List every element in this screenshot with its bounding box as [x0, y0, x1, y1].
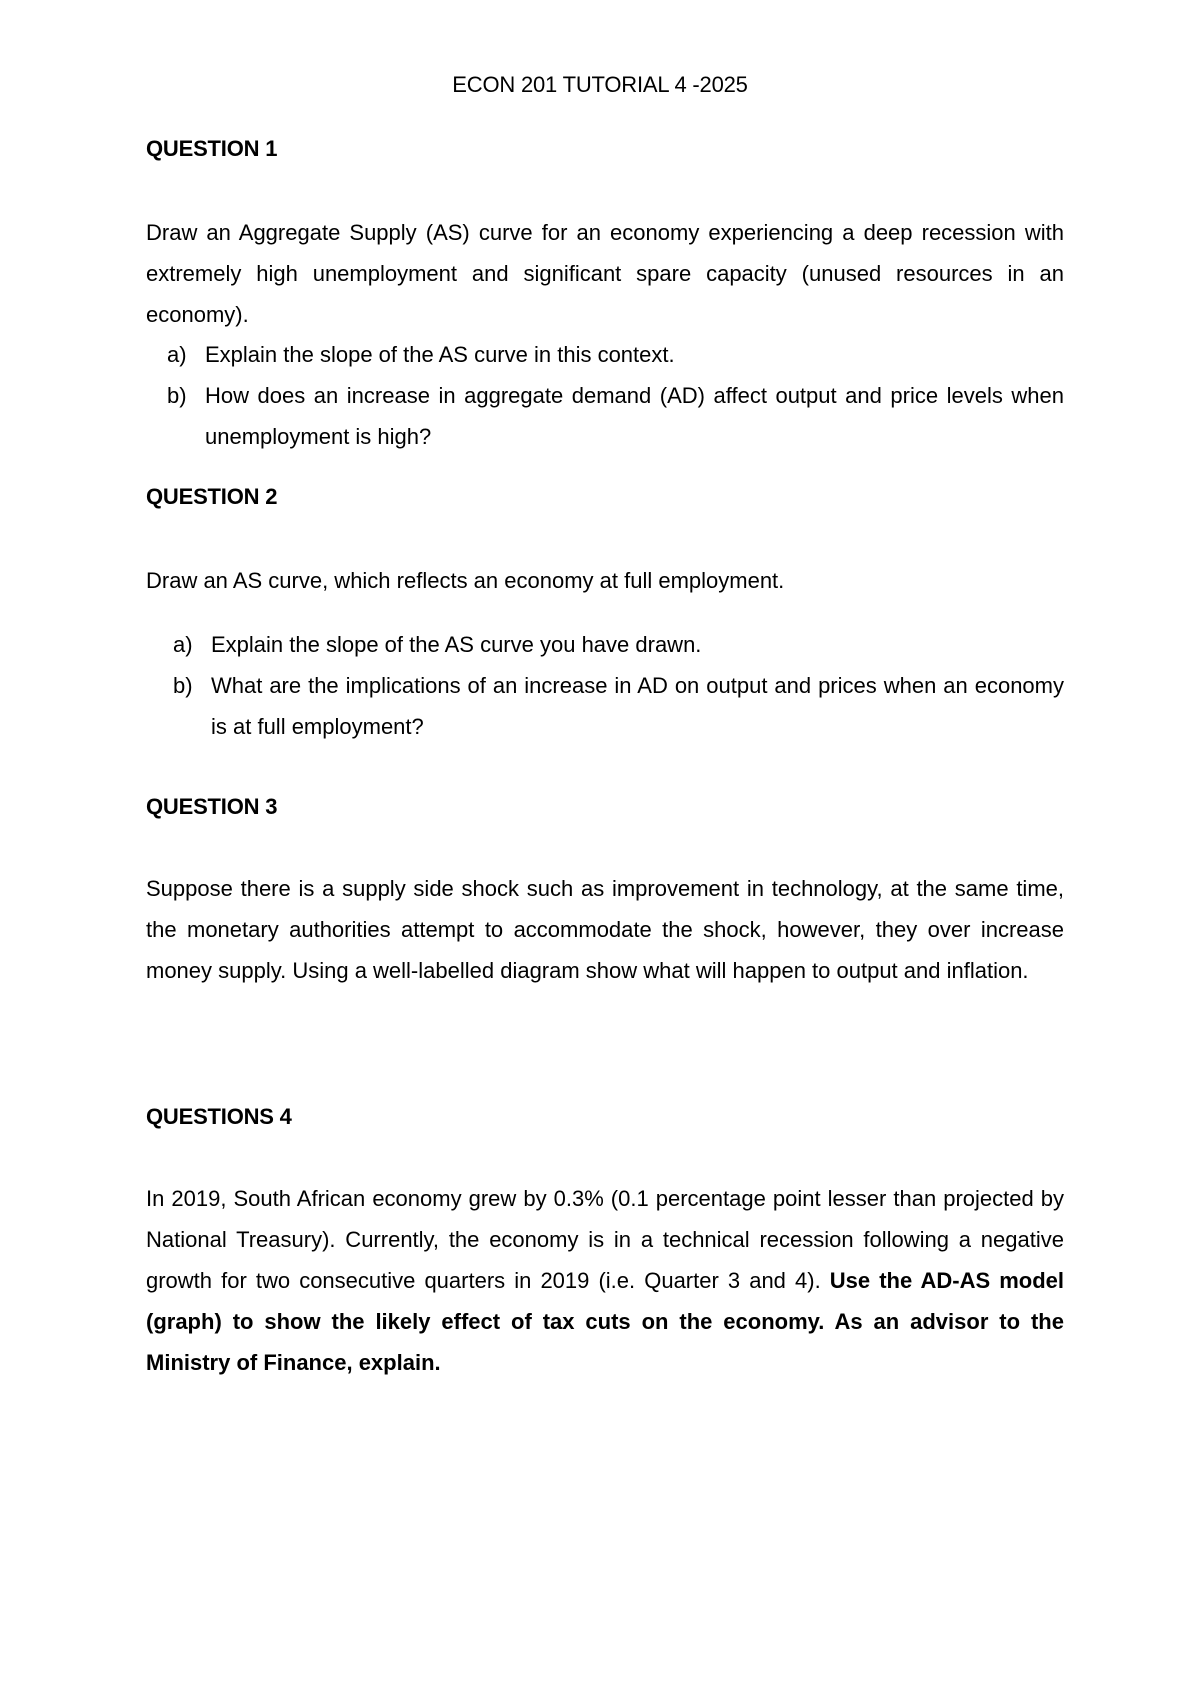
question-4-body — [146, 1178, 1064, 1383]
document-title: ECON 201 TUTORIAL 4 -2025 — [452, 72, 748, 97]
list-item — [167, 334, 1064, 375]
question-1-heading: QUESTION 1 — [146, 136, 278, 161]
list-marker: b) — [173, 673, 193, 698]
list-marker: a) — [173, 632, 193, 657]
question-3-body: Suppose there is a supply side shock such as improvement in technology, at the same time, the monetary authorities attempt to accommodate the shock, however, they over increase money supply. Using a well-labelled diagram show what will happen to output and inflation. — [146, 876, 1064, 983]
list-item-text: Explain the slope of the AS curve you have drawn. — [211, 632, 702, 657]
list-marker: a) — [167, 342, 187, 367]
question-1-subquestions — [167, 334, 1064, 457]
list-item-text: How does an increase in aggregate demand (AD) affect output and price levels when unemployment is high? — [205, 383, 1064, 449]
question-4-heading: QUESTIONS 4 — [146, 1104, 292, 1129]
question-2-subquestions — [173, 624, 1064, 747]
question-4-body-regular: In 2019, South African economy grew by 0.3% (0.1 percentage point lesser than projected by National Treasury). Currently, the economy is in a technical recession following a negative growth for two consecutive quarters in 2019 (i.e. Quarter 3 and 4). — [146, 1186, 1064, 1293]
list-item-text: What are the implications of an increase in AD on output and prices when an economy is at full employment? — [211, 673, 1064, 739]
question-2-intro: Draw an AS curve, which reflects an economy at full employment. — [146, 568, 785, 593]
list-item-text: Explain the slope of the AS curve in this context. — [205, 342, 675, 367]
list-item — [167, 375, 1064, 457]
question-1-intro: Draw an Aggregate Supply (AS) curve for an economy experiencing a deep recession with extremely high unemployment and significant spare capacity (unused resources in an economy). — [146, 220, 1064, 327]
list-item — [173, 624, 1064, 665]
list-marker: b) — [167, 383, 187, 408]
question-2-heading: QUESTION 2 — [146, 484, 278, 509]
list-item — [173, 665, 1064, 747]
question-3-heading: QUESTION 3 — [146, 794, 278, 819]
question-4-body-bold: Use the AD-AS model (graph) to show the likely effect of tax cuts on the economy. As an advisor to the Ministry of Finance, explain. — [146, 1268, 1065, 1375]
